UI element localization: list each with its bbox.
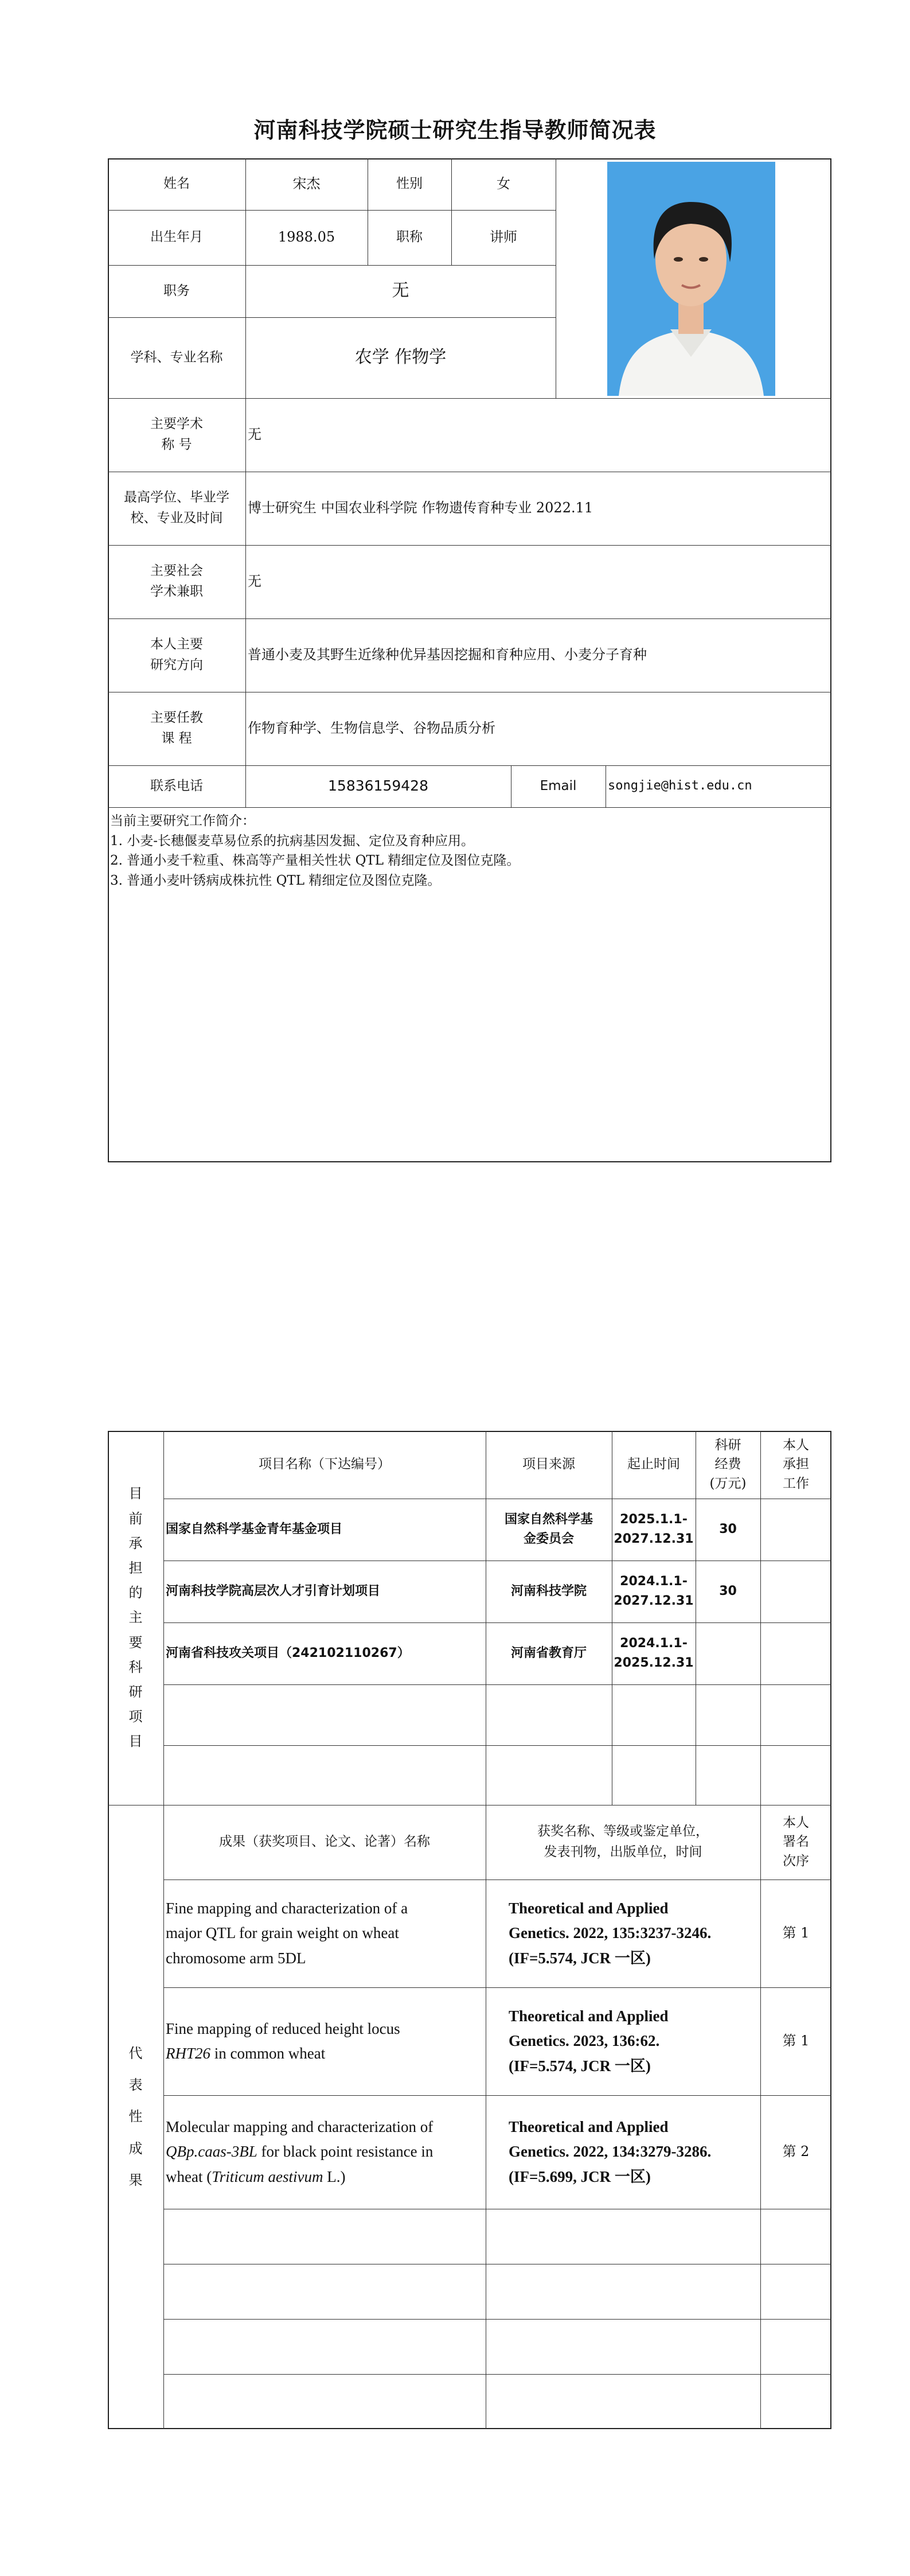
achievement-title-line: Molecular mapping and characterization of: [166, 2118, 433, 2136]
venue-header-line: 获奖名称、等级或鉴定单位，: [537, 1824, 709, 1839]
achievement-order: 第 2: [782, 2143, 810, 2160]
role-header-line: 工作: [783, 1476, 809, 1491]
email-value: songjie@hist.edu.cn: [608, 779, 752, 793]
project-name: 国家自然科学基金青年基金项目: [166, 1522, 343, 1536]
name-value: 宋杰: [292, 176, 321, 192]
academic-title-value: 无: [248, 426, 261, 443]
courses-value: 作物育种学、生物信息学、谷物品质分析: [248, 720, 495, 737]
position-label: 职务: [163, 283, 190, 298]
research-label-line2: 研究方向: [150, 657, 203, 672]
role-header-line: 本人: [783, 1437, 809, 1453]
academic-title-label: [108, 398, 245, 472]
page-title: 河南科技学院硕士研究生指导教师简况表: [253, 118, 657, 143]
projects-side-char: 项: [128, 1709, 143, 1725]
research-label: [108, 618, 245, 692]
portrait-photo: [607, 162, 775, 396]
project-funding: 30: [719, 1583, 737, 1598]
birth-value: 1988.05: [278, 229, 335, 246]
achievements-side-label: [108, 1805, 163, 2429]
achievement-venue-header: [486, 1805, 760, 1880]
projects-side-char: 的: [128, 1585, 143, 1601]
achievement-title-line: chromosome arm 5DL: [166, 1949, 306, 1967]
research-label-line1: 本人主要: [150, 637, 203, 652]
project-period: [612, 1561, 696, 1622]
achievement-order: 第 1: [782, 1925, 810, 1941]
summary-item: 1. 小麦-长穗偃麦草易位系的抗病基因发掘、定位及育种应用。: [110, 833, 475, 849]
research-summary: [110, 811, 827, 890]
research-value: 普通小麦及其野生近缘种优异基因挖掘和育种应用、小麦分子育种: [248, 647, 647, 663]
order-header-line: 本人: [783, 1815, 809, 1830]
rank-value: 讲师: [490, 229, 517, 246]
achievement-order: 第 1: [782, 2033, 810, 2049]
achievement-venue-line: (IF=5.699, JCR 一区): [509, 2168, 651, 2185]
phone-value: 15836159428: [328, 777, 428, 795]
courses-label-line2: 课 程: [161, 731, 192, 746]
achievements-side-char: 果: [128, 2172, 143, 2188]
achievement-venue-line: (IF=5.574, JCR 一区): [509, 2057, 651, 2075]
project-source: 河南省教育厅: [510, 1645, 587, 1660]
social-label-line1: 主要社会: [150, 563, 203, 579]
degree-value: 博士研究生 中国农业科学院 作物遗传育种专业 2022.11: [248, 500, 593, 516]
academic-title-label-line1: 主要学术: [150, 417, 203, 432]
achievements-side-char: 成: [128, 2140, 143, 2157]
project-name: 河南科技学院高层次人才引育计划项目: [166, 1583, 381, 1598]
projects-side-char: 研: [128, 1683, 143, 1700]
species-name: Triticum aestivum: [212, 2168, 323, 2185]
project-name: 河南省科技攻关项目（242102110267）: [166, 1645, 410, 1660]
phone-label: 联系电话: [150, 778, 203, 793]
gene-name: RHT26: [166, 2045, 211, 2062]
summary-item: 2. 普通小麦千粒重、株高等产量相关性状 QTL 精细定位及图位克隆。: [110, 853, 520, 868]
project-period: [612, 1622, 696, 1684]
project-source-line: 金委员会: [523, 1532, 574, 1546]
gender-value: 女: [497, 176, 510, 192]
project-period: [612, 1499, 696, 1561]
projects-side-char: 目: [128, 1733, 143, 1750]
projects-side-char: 承: [128, 1535, 143, 1551]
social-label-line2: 学术兼职: [150, 584, 203, 599]
funding-header-line: 科研: [714, 1437, 741, 1453]
achievement-venue-line: Theoretical and Applied: [509, 2118, 669, 2136]
social-value: 无: [248, 573, 261, 590]
achievement-venue-line: Genetics. 2022, 134:3279-3286.: [509, 2143, 712, 2161]
project-period-line: 2025.12.31: [614, 1656, 694, 1670]
gender-label: 性别: [396, 176, 423, 192]
birth-label: 出生年月: [150, 229, 203, 245]
role-header-line: 承担: [783, 1457, 809, 1472]
order-header-line: 署名: [783, 1834, 809, 1850]
achievement-title-line: Fine mapping and characterization of a: [166, 1900, 408, 1917]
achievement-title-rest: for black point resistance in: [257, 2143, 433, 2161]
funding-header-line: (万元): [709, 1476, 747, 1491]
achievement-venue: [486, 1880, 760, 1987]
social-label: [108, 545, 245, 618]
position-value: 无: [392, 281, 409, 301]
achievements-side-char: 表: [128, 2077, 143, 2094]
achievement-title: [163, 2095, 486, 2209]
project-period-line: 2024.1.1-: [620, 1574, 688, 1589]
achievement-title-line: [166, 2165, 345, 2189]
achievement-title-part: L.): [323, 2168, 346, 2185]
project-source-line: 国家自然科学基: [504, 1512, 593, 1527]
achievement-title-part: wheat (: [166, 2168, 212, 2185]
projects-side-char: 目: [128, 1485, 143, 1502]
discipline-label: 学科、专业名称: [130, 349, 223, 365]
qtl-name: QBp.caas-3BL: [166, 2143, 257, 2161]
order-header-line: 次序: [783, 1853, 809, 1869]
achievement-venue: [486, 2095, 760, 2209]
summary-item: 3. 普通小麦叶锈病成株抗性 QTL 精细定位及图位克隆。: [110, 873, 441, 888]
academic-title-label-line2: 称 号: [161, 437, 192, 452]
projects-side-char: 要: [128, 1634, 143, 1651]
project-name-header: 项目名称（下达编号）: [259, 1457, 390, 1472]
project-funding-header: [696, 1431, 760, 1499]
achievement-title-line: [166, 2041, 325, 2066]
achievement-title-rest: in common wheat: [210, 2045, 326, 2062]
project-period-line: 2025.1.1-: [620, 1512, 688, 1527]
achievements-side-char: 性: [128, 2108, 143, 2125]
project-source: 河南科技学院: [510, 1583, 587, 1598]
project-period-line: 2027.12.31: [614, 1532, 694, 1546]
projects-side-char: 前: [128, 1510, 143, 1527]
achievement-venue-line: Theoretical and Applied: [509, 1900, 669, 1917]
achievement-title-line: Fine mapping of reduced height locus: [166, 2019, 400, 2037]
project-role-header: [760, 1431, 831, 1499]
courses-label: [108, 692, 245, 765]
achievement-title-line: [166, 2139, 433, 2164]
venue-header-line: 发表刊物，出版单位，时间: [544, 1845, 702, 1859]
achievement-name-header: 成果（获奖项目、论文、论著）名称: [219, 1834, 430, 1850]
achievement-venue-line: Theoretical and Applied: [509, 2007, 669, 2025]
project-period-line: 2027.12.31: [614, 1594, 694, 1608]
project-source: [486, 1499, 612, 1561]
achievement-venue-line: (IF=5.574, JCR 一区): [509, 1949, 651, 1967]
rank-label: 职称: [396, 229, 423, 245]
funding-header-line: 经费: [714, 1457, 741, 1472]
achievement-venue: [486, 1987, 760, 2095]
achievement-order-header: [760, 1805, 831, 1880]
courses-label-line1: 主要任教: [150, 710, 203, 726]
name-label: 姓名: [163, 176, 190, 192]
project-funding: 30: [719, 1522, 737, 1536]
projects-side-char: 主: [128, 1609, 143, 1626]
achievements-side-char: 代: [128, 2045, 143, 2062]
degree-label-line2: 校、专业及时间: [130, 511, 223, 526]
email-label: Email: [540, 778, 577, 793]
project-period-line: 2024.1.1-: [620, 1636, 688, 1651]
project-period-header: 起止时间: [627, 1457, 680, 1472]
degree-label-line1: 最高学位、毕业学: [124, 490, 229, 505]
achievement-venue-line: Genetics. 2022, 135:3237-3246.: [509, 1924, 712, 1942]
summary-heading: 当前主要研究工作简介：: [110, 814, 255, 828]
person-silhouette-icon: [607, 162, 775, 396]
achievement-venue-line: Genetics. 2023, 136:62.: [509, 2032, 660, 2050]
achievement-title: [163, 1987, 486, 2095]
achievement-title-line: major QTL for grain weight on wheat: [166, 1924, 399, 1942]
projects-side-char: 科: [128, 1659, 143, 1675]
project-source-header: 项目来源: [522, 1457, 575, 1472]
projects-side-label: [108, 1431, 163, 1805]
achievement-title: [163, 1880, 486, 1987]
discipline-value: 农学 作物学: [354, 347, 447, 368]
degree-label: [108, 472, 245, 545]
projects-side-char: 担: [128, 1560, 143, 1577]
